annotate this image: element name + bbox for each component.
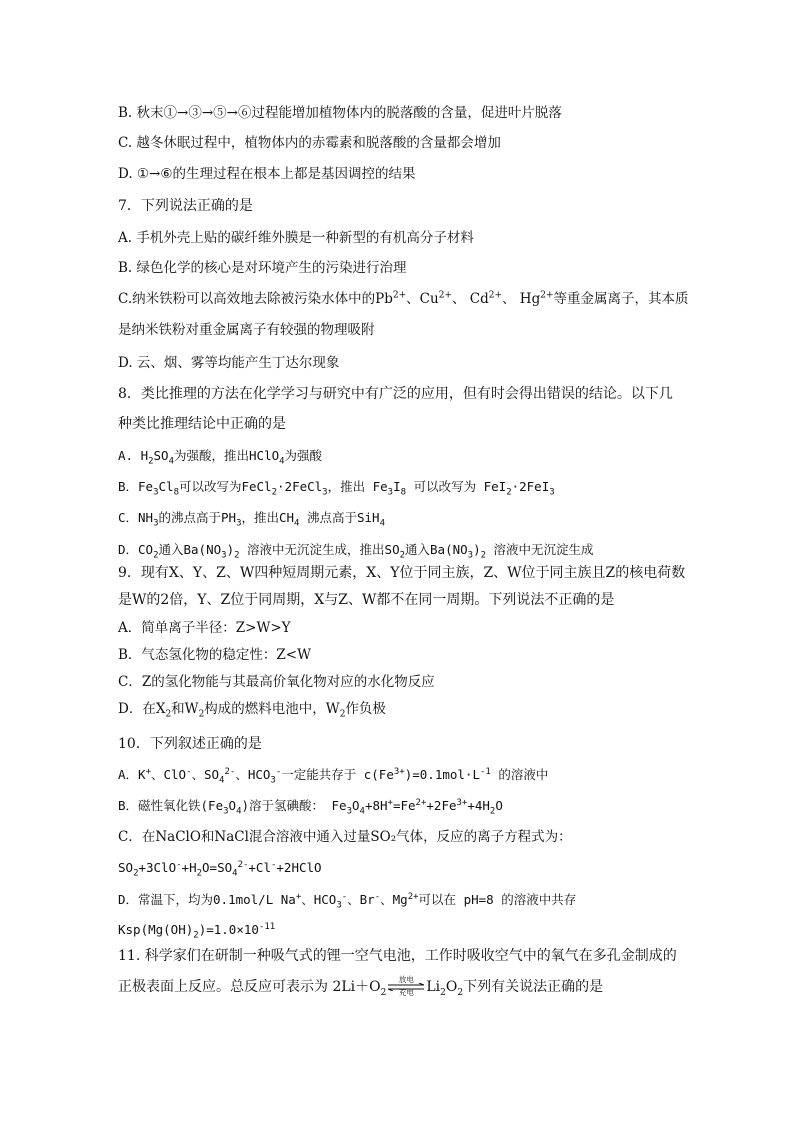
q8-stem-line2: 种类比推理结论中正确的是 [118, 416, 286, 432]
q9-option-d: D．在$X_2$和$W_2$构成的燃料电池中，$W_2$作负极 [118, 701, 386, 720]
q7c-text-post: 等重金属离子，其本质 [553, 291, 689, 307]
q6-option-c: C. 越冬休眠过程中，植物体内的赤霉素和脱落酸的含量都会增加 [118, 135, 501, 151]
q10-option-a: A．K+、ClO-、$SO_4^{2-}$、$HCO_3^-$一定能共存于 $c(Fe^{3+})=0.1mol\cdot L^{-1}$ 的溶液中 [118, 766, 549, 786]
q9-option-c: C．Z的氢化物能与其最高价氧化物对应的水化物反应 [118, 674, 435, 690]
q7-option-b: B. 绿色化学的核心是对环境产生的污染进行治理 [118, 260, 407, 276]
q6-option-b: B. 秋末①→③→⑤→⑥过程能增加植物体内的脱落酸的含量，促进叶片脱落 [118, 105, 562, 121]
arrow-top-label: 放电 [398, 975, 414, 984]
q6-option-d: D. ①→⑥的生理过程在根本上都是基因调控的结果 [118, 166, 416, 182]
q7-option-a: A. 手机外壳上贴的碳纤维外膜是一种新型的有机高分子材料 [118, 230, 474, 246]
q7-option-c-line2: 是纳米铁粉对重金属离子有较强的物理吸附 [118, 322, 375, 338]
q10-option-d: D．常温下，均为0.1mol/L Na+、$HCO_3^-$、Br-、$Mg^{2+}$可以在 pH=8 的溶液中共存 [118, 891, 577, 911]
q10-option-c: C．在NaClO和NaCl混合溶液中通入过量SO₂气体，反应的离子方程式为： [118, 829, 572, 845]
q7-stem: 7．下列说法正确的是 [118, 198, 253, 214]
q10-stem: 10．下列叙述正确的是 [118, 736, 262, 752]
q8-option-c: C．$NH_3$的沸点高于$PH_3$，推出$CH_4$ 沸点高于SiH$_4$ [118, 510, 385, 529]
q9-option-b: B．气态氢化物的稳定性：Z<W [118, 647, 311, 663]
q11-stem-tail: 下列有关说法正确的是 [463, 979, 604, 995]
q11-stem-line1: 11. 科学家们在研制一种吸气式的锂一空气电池，工作时吸收空气中的氧气在多孔金制成的 [118, 948, 677, 964]
q9-stem-line1: 9．现有X、Y、Z、W四种短周期元素，X、Y位于同主族，Z、W位于同主族且Z的核电荷数 [118, 565, 686, 581]
q7c-text-pre: C.纳米铁粉可以高效地去除被污染水体中的Pb [118, 291, 393, 307]
q7-option-c-line1: C.纳米铁粉可以高效地去除被污染水体中的$Pb^{2+}$、$Cu^{2+}$、 $Cd^{2+}$、 $Hg^{2+}$等重金属离子，其本质 [118, 290, 689, 307]
q10-ksp-note: $Ksp(Mg(OH)_2)=1.0\times 10^{-11}$ [118, 921, 276, 941]
q8-stem-line1: 8．类比推理的方法在化学学习与研究中有广泛的应用，但有时会得出错误的结论。以下几 [118, 386, 673, 402]
q11-stem-line2: 正极表面上反应。总反应可表示为 $2Li+O_2$ 放电 充电 $Li_2O_2$下列有关说法正确的是 [118, 975, 604, 998]
q7-option-d: D. 云、烟、雾等均能产生丁达尔现象 [118, 355, 340, 371]
q8-option-d: D．$CO_2$通入$Ba(NO_3)_2$ 溶液中无沉淀生成，推出$SO_2$通入$Ba(NO_3)_2$ 溶液中无沉淀生成 [118, 542, 594, 561]
q9-stem-line2: 是W的2倍，Y、Z位于同周期，X与Z、W都不在同一周期。下列说法不正确的是 [118, 592, 615, 608]
q10-option-b: B．磁性氧化铁$(Fe_3O_4)$溶于氢碘酸： $Fe_3O_4+8H^+=Fe^{2+}+2Fe^{3+}+4H_2O$ [118, 797, 503, 817]
reversible-reaction-arrow [386, 977, 426, 997]
q10-option-c-equation: $SO_2+3ClO^-+H_2O=SO_4^{2-}+Cl^-+2HClO$ [118, 859, 322, 879]
q9-option-a: A．简单离子半径：Z>W>Y [118, 620, 291, 636]
q8-option-b: B．$Fe_3Cl_8$可以改写为FeCl$_2$·2FeCl$_3$，推出 $Fe_3I_8$ 可以改写为 FeI$_2$·2FeI$_3$ [118, 479, 555, 498]
q8-option-a: A. $H_2SO_4$为强酸，推出HClO$_4$为强酸 [118, 448, 323, 467]
arrow-bottom-label: 充电 [398, 988, 414, 997]
